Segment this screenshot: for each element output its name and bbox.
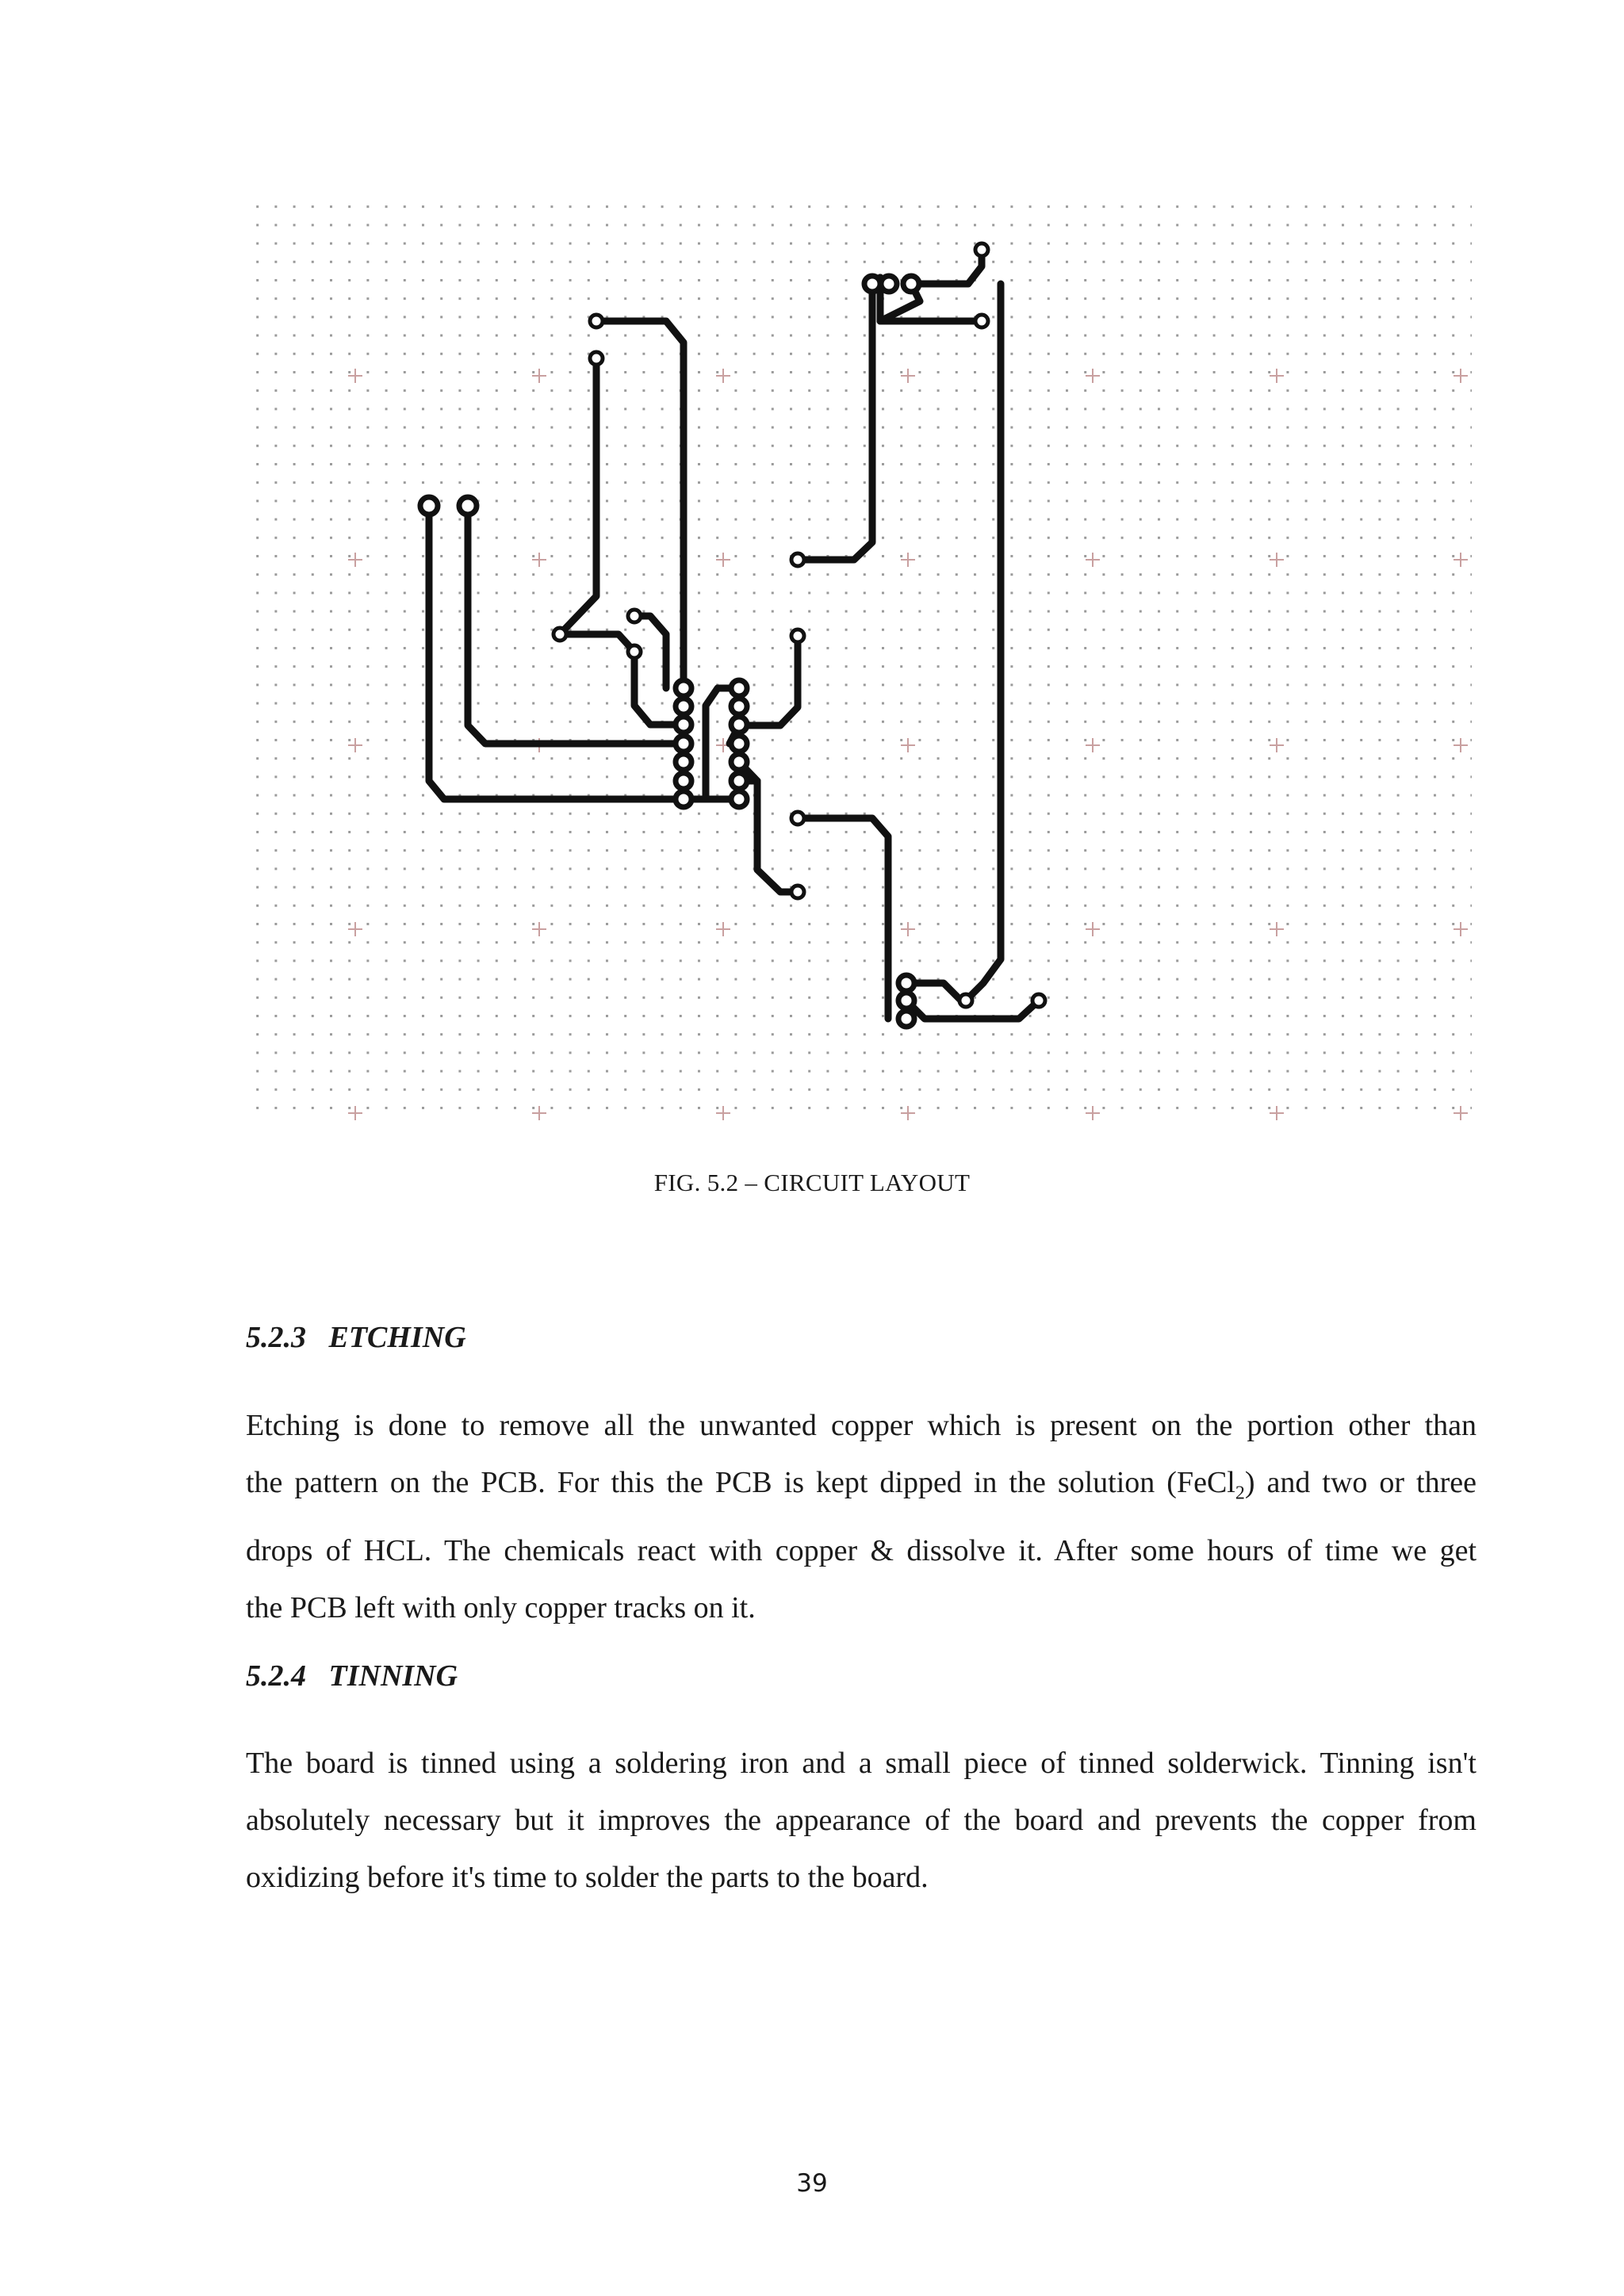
solder-pad: [731, 754, 747, 770]
solder-pad: [898, 975, 914, 991]
solder-pad: [420, 497, 438, 515]
solder-pad: [590, 315, 603, 327]
paragraph-line: drops of HCL. The chemicals react with copper & dissolve it. After some hours of time we get: [246, 1533, 1477, 1567]
solder-pad: [975, 315, 988, 327]
solder-pad: [676, 698, 691, 714]
solder-pad: [676, 791, 691, 807]
pcb-layout-drawing: [238, 187, 1475, 1126]
etching-paragraph: [246, 1397, 1477, 1636]
solder-pad: [791, 812, 804, 825]
paragraph-line: the PCB left with only copper tracks on it.: [246, 1590, 756, 1624]
solder-pad: [791, 629, 804, 642]
solder-pad: [731, 736, 747, 752]
solder-pad: [590, 352, 603, 365]
solder-pad: [731, 680, 747, 696]
solder-pad: [731, 773, 747, 789]
paragraph-line: the pattern on the PCB. For this the PCB is kept dipped in the solution (FeCl$_2$) and two or three: [246, 1466, 1477, 1504]
paragraph-line: absolutely necessary but it improves the appearance of the board and prevents the copper from: [246, 1804, 1477, 1837]
solder-pad: [731, 698, 747, 714]
tinning-paragraph: [246, 1735, 1477, 1906]
paragraph-line: Etching is done to remove all the unwanted copper which is present on the portion other than: [246, 1409, 1477, 1442]
page-number: 39: [796, 2169, 828, 2198]
solder-pad: [676, 680, 691, 696]
heading-number: 5.2.3: [246, 1321, 306, 1354]
solder-pad: [903, 276, 919, 292]
solder-pad: [628, 645, 641, 658]
solder-pad: [898, 1011, 914, 1027]
solder-pad: [881, 276, 897, 292]
heading-number: 5.2.4: [246, 1659, 306, 1693]
paragraph-line: The board is tinned using a soldering iron and a small piece of tinned solderwick. Tinning isn't: [246, 1747, 1477, 1780]
solder-pad: [959, 994, 972, 1007]
heading-title: TINNING: [328, 1659, 458, 1693]
solder-pad: [791, 553, 804, 566]
solder-pad: [676, 736, 691, 752]
solder-pad: [676, 717, 691, 733]
solder-pad: [898, 993, 914, 1008]
section-heading-etching: [246, 1320, 466, 1355]
heading-title: ETCHING: [328, 1321, 466, 1354]
figure-caption: FIG. 5.2 – CIRCUIT LAYOUT: [653, 1169, 971, 1196]
solder-pad: [864, 276, 880, 292]
solder-pad: [731, 717, 747, 733]
solder-pad: [459, 497, 477, 515]
solder-pad: [1032, 994, 1045, 1007]
circuit-layout-figure: [238, 187, 1475, 1126]
solder-pad: [676, 773, 691, 789]
solder-pad: [553, 628, 566, 641]
paragraph-line: oxidizing before it's time to solder the parts to the board.: [246, 1861, 929, 1894]
solder-pad: [628, 610, 641, 622]
solder-pad: [791, 886, 804, 898]
solder-pad: [731, 791, 747, 807]
section-heading-tinning: [246, 1659, 458, 1693]
solder-pad: [676, 754, 691, 770]
solder-pad: [975, 243, 988, 256]
